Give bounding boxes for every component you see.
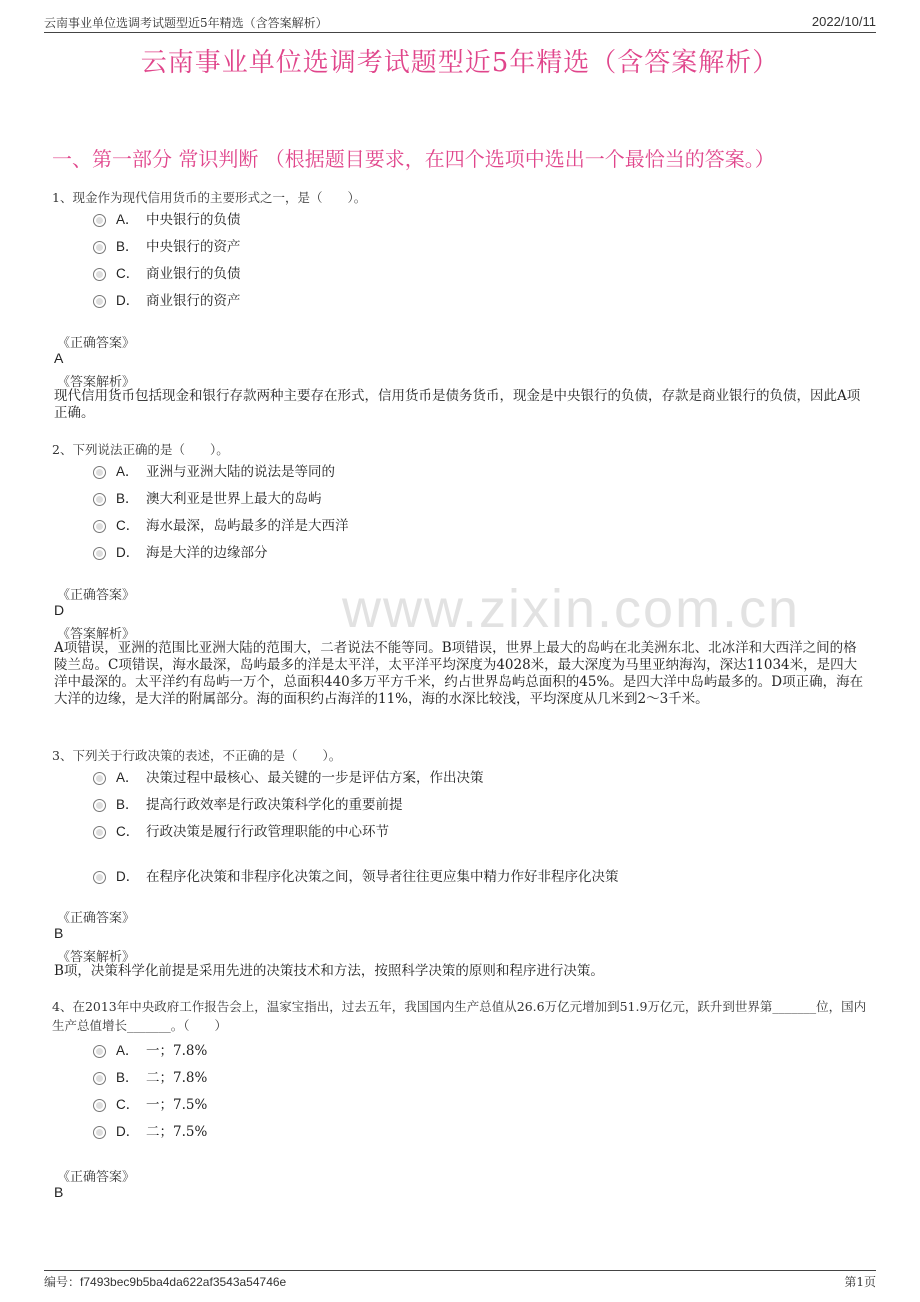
option-text: 商业银行的负债 (146, 266, 241, 282)
question-1-option-a[interactable] (93, 208, 241, 228)
option-letter: A． (116, 212, 139, 227)
option-letter: A． (116, 770, 139, 785)
option-text: 亚洲与亚洲大陆的说法是等同的 (146, 464, 335, 480)
option-letter: C． (116, 1097, 140, 1112)
radio-icon[interactable] (93, 799, 106, 812)
question-1-option-d[interactable] (93, 289, 241, 309)
option-letter: B． (116, 1070, 139, 1085)
correct-answer-label: 《正确答案》 (57, 1170, 136, 1185)
analysis-label: 《答案解析》 (57, 375, 136, 390)
radio-icon[interactable] (93, 466, 106, 479)
question-4-option-a[interactable] (93, 1039, 207, 1059)
question-3-stem: 3、下列关于行政决策的表述，不正确的是（ ）。 (52, 748, 342, 763)
option-letter: B． (116, 491, 139, 506)
option-text: 海是大洋的边缘部分 (146, 545, 268, 561)
question-2-answer: D (54, 602, 65, 618)
option-letter: C． (116, 266, 140, 281)
analysis-label: 《答案解析》 (57, 627, 136, 642)
question-2-option-a[interactable] (93, 460, 335, 480)
option-text: 商业银行的资产 (146, 293, 241, 309)
question-4-answer: B (54, 1184, 64, 1200)
option-text: 在程序化决策和非程序化决策之间，领导者往往更应集中精力作好非程序化决策 (146, 869, 619, 885)
radio-icon[interactable] (93, 241, 106, 254)
option-text: 一；7.8% (146, 1043, 208, 1059)
option-letter: B． (116, 797, 139, 812)
question-3-answer: B (54, 925, 64, 941)
page-header (44, 12, 876, 33)
header-doc-title: 云南事业单位选调考试题型近5年精选（含答案解析） (44, 16, 328, 30)
option-letter: D． (116, 869, 140, 884)
question-2-option-d[interactable] (93, 541, 268, 561)
code-label: 编号： (44, 1275, 81, 1289)
correct-answer-label: 《正确答案》 (57, 911, 136, 926)
question-1-answer: A (54, 350, 64, 366)
question-3-option-b[interactable] (93, 793, 403, 813)
radio-icon[interactable] (93, 826, 106, 839)
radio-icon[interactable] (93, 1045, 106, 1058)
page-footer (44, 1270, 876, 1291)
option-text: 一；7.5% (146, 1097, 208, 1113)
option-text: 澳大利亚是世界上最大的岛屿 (146, 491, 322, 507)
radio-icon[interactable] (93, 520, 106, 533)
option-letter: D． (116, 545, 140, 560)
question-4-option-b[interactable] (93, 1066, 207, 1086)
document-code (44, 1273, 286, 1290)
radio-icon[interactable] (93, 1099, 106, 1112)
correct-answer-label: 《正确答案》 (57, 336, 136, 351)
option-text: 行政决策是履行行政管理职能的中心环节 (146, 824, 389, 840)
radio-icon[interactable] (93, 1072, 106, 1085)
option-letter: A． (116, 1043, 139, 1058)
question-1-analysis: 现代信用货币包括现金和银行存款两种主要存在形式，信用货币是债务货币，现金是中央银行的负债，存款是商业银行的负债，因此A项正确。 (54, 388, 861, 421)
question-1-stem: 1、现金作为现代信用货币的主要形式之一，是（ ）。 (52, 190, 367, 205)
question-4-option-c[interactable] (93, 1093, 207, 1113)
radio-icon[interactable] (93, 1126, 106, 1139)
question-1-option-c[interactable] (93, 262, 241, 282)
option-text: 决策过程中最核心、最关键的一步是评估方案，作出决策 (146, 770, 484, 786)
question-4-option-d[interactable] (93, 1120, 207, 1140)
question-3-analysis: B项，决策科学化前提是采用先进的决策技术和方法，按照科学决策的原则和程序进行决策。 (54, 963, 604, 979)
radio-icon[interactable] (93, 493, 106, 506)
option-letter: D． (116, 1124, 140, 1139)
code-value: f7493bec9b5ba4da622af3543a54746e (80, 1275, 287, 1289)
question-1-option-b[interactable] (93, 235, 241, 255)
option-text: 海水最深，岛屿最多的洋是大西洋 (146, 518, 349, 534)
option-text: 二；7.8% (146, 1070, 208, 1086)
watermark: www.zixin.com.cn (342, 579, 801, 639)
option-text: 提高行政效率是行政决策科学化的重要前提 (146, 797, 403, 813)
radio-icon[interactable] (93, 772, 106, 785)
question-3-option-d[interactable] (93, 865, 619, 885)
option-letter: D． (116, 293, 140, 308)
section-title: 一、第一部分 常识判断 （根据题目要求，在四个选项中选出一个最恰当的答案。） (52, 147, 775, 171)
analysis-label: 《答案解析》 (57, 950, 136, 965)
question-3-option-a[interactable] (93, 766, 484, 786)
radio-icon[interactable] (93, 214, 106, 227)
radio-icon[interactable] (93, 871, 106, 884)
radio-icon[interactable] (93, 295, 106, 308)
main-title: 云南事业单位选调考试题型近5年精选（含答案解析） (140, 48, 780, 78)
radio-icon[interactable] (93, 547, 106, 560)
option-letter: A． (116, 464, 139, 479)
question-2-option-b[interactable] (93, 487, 322, 507)
question-4-stem: 4、在2013年中央政府工作报告会上，温家宝指出，过去五年，我国国内生产总值从26.6万亿元增加到51.9万亿元，跃升到世界第_______位，国内生产总值增长_______。（ ） (52, 999, 867, 1033)
header-date: 2022/10/11 (811, 14, 876, 29)
option-text: 中央银行的资产 (146, 239, 241, 255)
option-text: 二；7.5% (146, 1124, 208, 1140)
question-3-option-c[interactable] (93, 820, 389, 840)
option-letter: B． (116, 239, 139, 254)
question-2-stem: 2、下列说法正确的是（ ）。 (52, 442, 229, 457)
option-text: 中央银行的负债 (146, 212, 241, 228)
correct-answer-label: 《正确答案》 (57, 588, 136, 603)
question-2-option-c[interactable] (93, 514, 349, 534)
page-number: 第1页 (844, 1275, 876, 1289)
question-2-analysis: A项错误，亚洲的范围比亚洲大陆的范围大，二者说法不能等同。B项错误，世界上最大的岛屿在北美洲东北、北冰洋和大西洋之间的格陵兰岛。C项错误，海水最深，岛屿最多的洋是太平洋，太平洋平均深度为4028米，最大深度为马里亚纳海沟，深达11034米，是四大洋中最深的。太平洋约有岛屿一万个，总面积440多万平方千米，约占世界岛屿总面积的45%。是四大洋中岛屿最多的。D项正确，海在大洋的边缘，是大洋的附属部分。海的面积约占海洋的11%，海的水深比较浅，平均深度从几米到2～3千米。 (54, 640, 864, 707)
option-letter: C． (116, 824, 140, 839)
radio-icon[interactable] (93, 268, 106, 281)
option-letter: C． (116, 518, 140, 533)
